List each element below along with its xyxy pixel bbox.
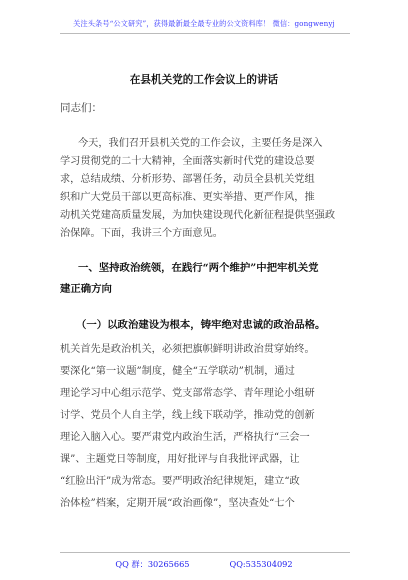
footer-qq-group: QQ 群：30265665	[115, 559, 190, 569]
subsection-1-line-4: 讨学、党员个人自主学，线上线下联动学，推动党的创新	[60, 410, 315, 421]
subsection-1-heading: （一）以政治建设为根本，铸牢绝对忠诚的政治品格。	[76, 319, 326, 331]
intro-line-1: 今天，我们召开县机关党的工作会议，主要任务是深入	[78, 138, 323, 149]
subsection-1-line-3: 理论学习中心组示范学、党支部常态学、青年理论小组研	[60, 388, 315, 399]
intro-line-3: 求，总结成绩、分析形势、部署任务，动员全县机关党组	[60, 174, 315, 185]
section-1-heading-line-2: 建正确方向	[60, 283, 112, 295]
subsection-1-line-5: 理论入脑入心。要严肃党内政治生活，严格执行“三会一	[60, 432, 310, 443]
subsection-1-line-2: 要深化“第一议题”制度，健全“五学联动”机制，通过	[60, 366, 295, 377]
intro-line-2: 学习贯彻党的二十大精神，全面落实新时代党的建设总要	[60, 156, 315, 167]
intro-line-5: 动机关党建高质量发展，为加快建设现代化新征程提供坚强政	[60, 210, 336, 221]
footer-divider	[60, 552, 350, 553]
footer	[0, 559, 408, 570]
section-1-heading-line-1: 一、坚持政治统领，在践行“两个维护”中把牢机关党	[78, 262, 319, 274]
intro-line-6: 治保障。下面，我讲三个方面意见。	[60, 228, 223, 239]
document-title: 在县机关党的工作会议上的讲话	[129, 74, 279, 86]
subsection-1-line-6: 课”、主题党日等制度，用好批评与自我批评武器，让	[60, 454, 300, 465]
subsection-1-line-7: “红脸出汗”成为常态。要严明政治纪律规矩，建立“政	[60, 476, 300, 487]
subsection-1-line-1: 机关首先是政治机关，必须把旗帜鲜明讲政治贯穿始终。	[60, 344, 315, 355]
header-divider	[60, 33, 350, 34]
header-banner: 关注头条号“公文研究”，获得最新最全最专业的公文资料库！ 微信：gongwenyj	[73, 19, 335, 28]
salutation: 同志们：	[60, 102, 102, 114]
intro-line-4: 织和广大党员干部以更高标准、更实举措、更严作风，推	[60, 192, 315, 203]
footer-qq: QQ:535304092	[229, 559, 293, 569]
subsection-1-line-8: 治体检”档案，定期开展“政治画像”，坚决查处“七个	[60, 498, 295, 509]
